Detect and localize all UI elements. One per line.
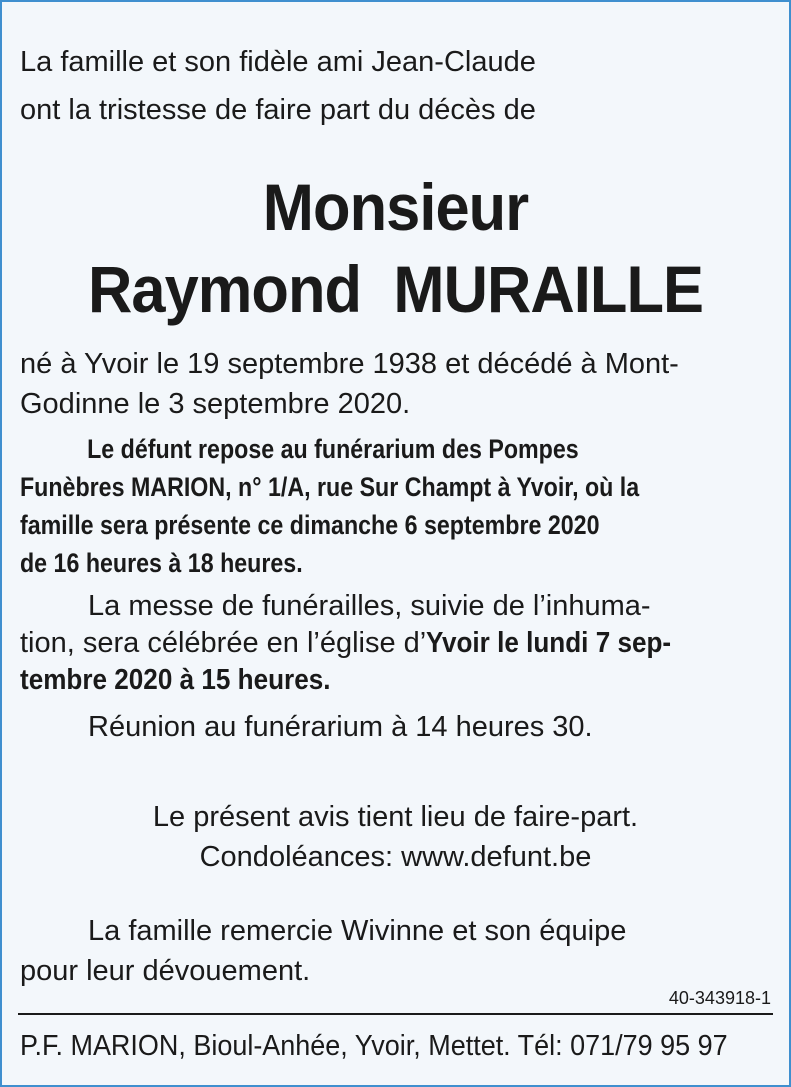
birth-line-1-text: né à Yvoir le 19 septembre 1938 et décédé à Mont- (20, 348, 679, 380)
birth-line-2: Godinne le 3 septembre 2020. (20, 388, 411, 420)
mass-line-1-text: La messe de funérailles, suivie de l’inhuma- (88, 590, 651, 622)
honorific: Monsieur (262, 170, 529, 244)
notice-block (20, 797, 771, 877)
notice-content (20, 38, 771, 991)
mass-line-2-regular: tion, sera célébrée en l’église d’ (20, 627, 427, 659)
funerarium-line-1 (20, 430, 773, 468)
thanks-block (20, 911, 771, 991)
birth-line-1 (20, 344, 771, 384)
funerarium-line-2: Funèbres MARION, n° 1/A, rue Sur Champt à Yvoir, où la (20, 472, 640, 502)
mass-line-2 (20, 625, 771, 662)
funeral-mass-info (20, 588, 771, 699)
mass-line-1 (20, 588, 771, 625)
funerarium-line-4: de 16 heures à 18 heures. (20, 548, 303, 578)
mass-line-3-bold: tembre 2020 à 15 heures. (20, 664, 331, 696)
full-name: Raymond MURAILLE (87, 252, 704, 326)
birth-death-info (20, 344, 771, 424)
notice-line-1: Le présent avis tient lieu de faire-part. (152, 801, 639, 833)
funerarium-line-1-text: Le défunt repose au funérarium des Pompes (87, 434, 579, 464)
deceased-name (46, 166, 744, 330)
mass-line-2-bold: Yvoir le lundi 7 sep- (426, 627, 672, 659)
thanks-line-1 (20, 911, 771, 951)
reunion-text: Réunion au funérarium à 14 heures 30. (88, 711, 593, 743)
mass-line-3 (20, 662, 771, 699)
footer-divider (18, 1013, 773, 1015)
funerarium-line-3: famille sera présente ce dimanche 6 septembre 2020 (20, 510, 600, 540)
thanks-line-1-text: La famille remercie Wivinne et son équipe (88, 915, 627, 947)
condolences-line: Condoléances: www.defunt.be (199, 841, 592, 873)
intro-line-2: ont la tristesse de faire part du décès de (20, 94, 536, 126)
intro-line-1: La famille et son fidèle ami Jean-Claude (20, 46, 536, 78)
reference-number: 40-343918-1 (668, 988, 771, 1008)
thanks-line-2: pour leur dévouement. (20, 955, 311, 987)
intro-text (20, 38, 771, 134)
funerarium-info (20, 430, 773, 582)
funeral-home-footer: P.F. MARION, Bioul-Anhée, Yvoir, Mettet. Tél: 071/79 95 97 (20, 1030, 728, 1062)
reunion-info (20, 707, 771, 747)
